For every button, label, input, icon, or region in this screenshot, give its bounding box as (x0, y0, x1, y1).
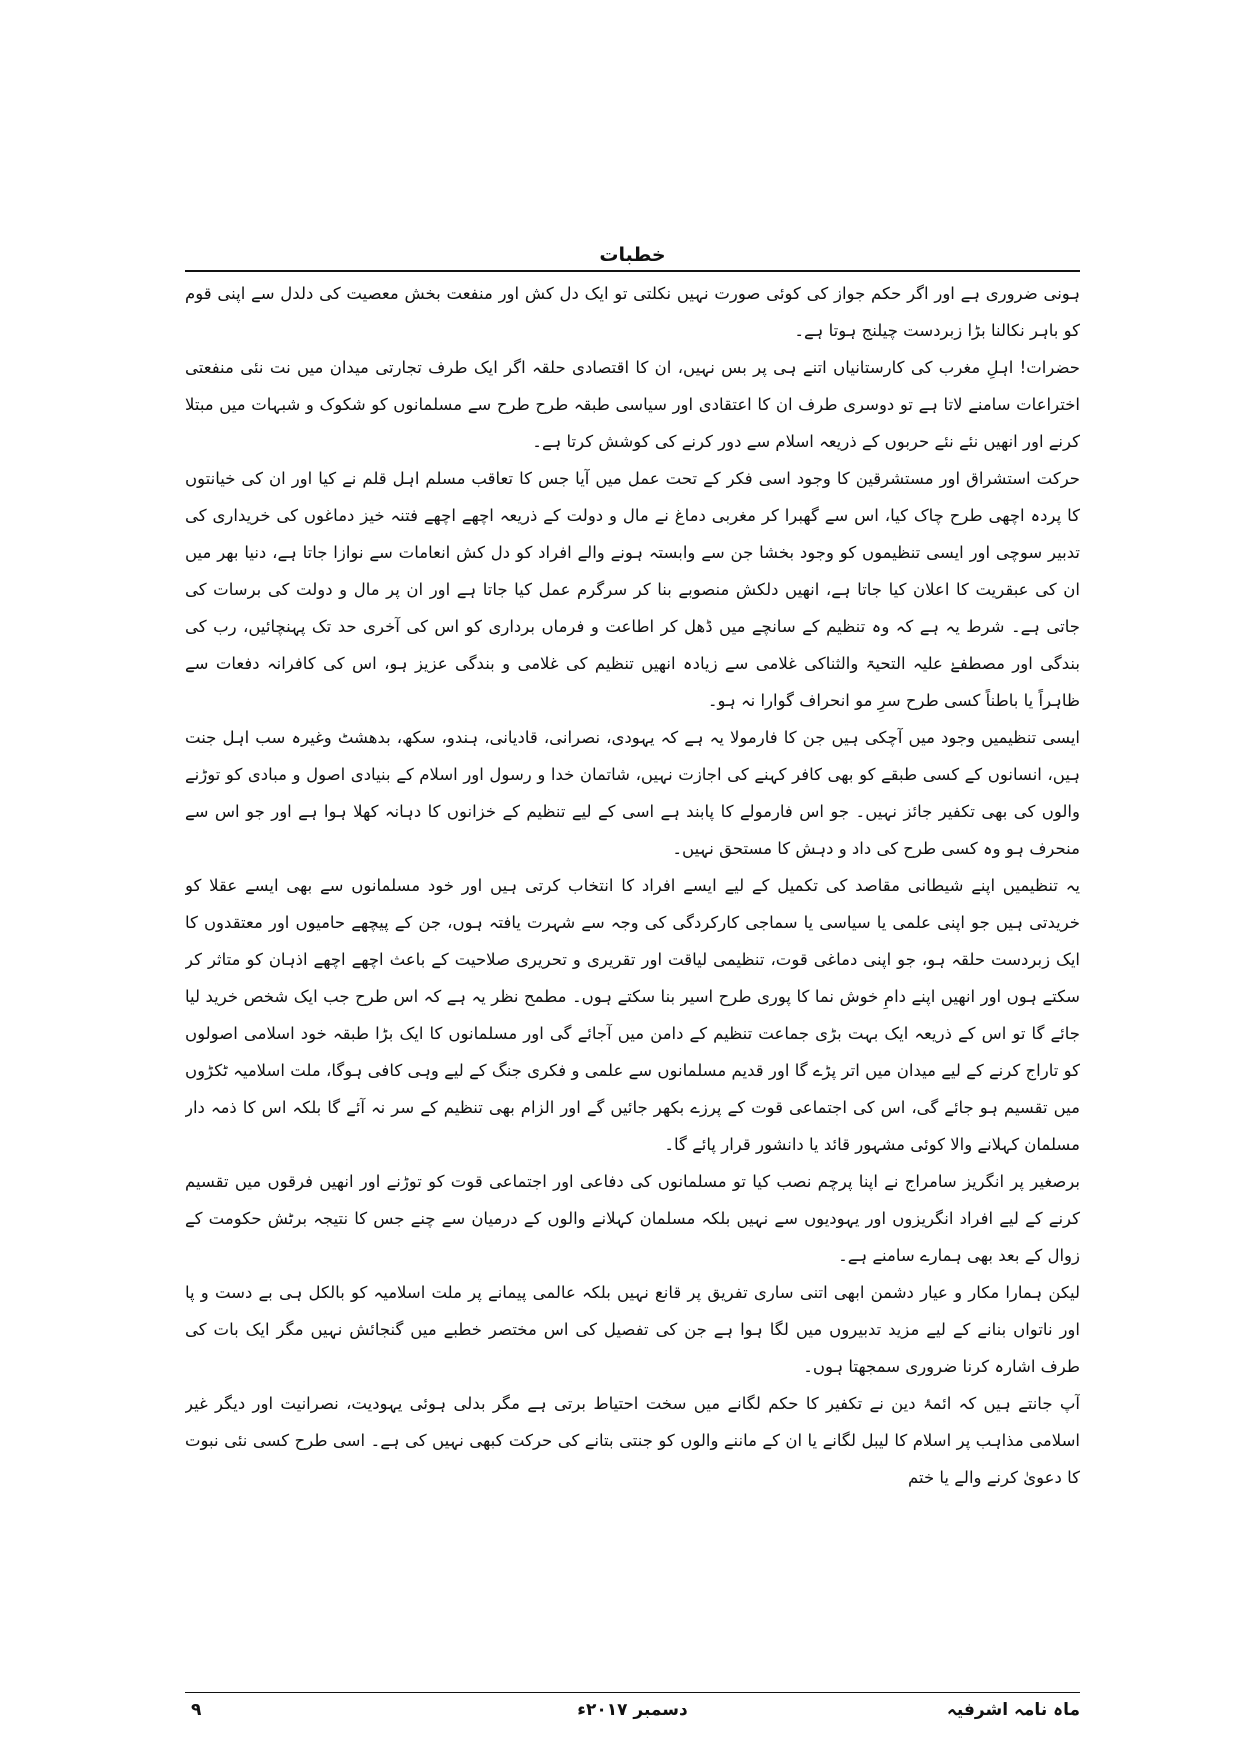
issue-date: دسمبر ۲۰۱۷ء (577, 1700, 688, 1720)
paragraph-1: ہونی ضروری ہے اور اگر حکم جواز کی کوئی صورت نہیں نکلتی تو ایک دل کش اور منفعت بخش معصیت کی دلدل سے اپنی قوم کو باہر نکالنا بڑا زبردست چیلنج ہوتا ہے۔ (185, 284, 1080, 340)
header-divider (185, 270, 1080, 272)
page-number: ۹ (191, 1700, 202, 1720)
running-header (185, 243, 1080, 269)
footer-divider (185, 1692, 1080, 1693)
magazine-name: ماہ نامہ اشرفیہ (946, 1700, 1080, 1720)
paragraph-3: حرکت استشراق اور مستشرقین کا وجود اسی فکر کے تحت عمل میں آیا جس کا تعاقب مسلم اہل قلم نے کیا اور ان کی خیانتوں کا پردہ اچھی طرح چاک کیا، اس سے گھبرا کر مغربی دماغ نے مال و دولت کے ذریعہ اچھے اچھے فتنہ خیز دماغوں کی خریداری کی تدبیر سوچی اور ایسی تنظیموں کو وجود بخشا جن سے وابستہ ہونے والے افراد کو دل کش انعامات سے نوازا جاتا ہے، دنیا بھر میں ان کی عبقریت کا اعلان کیا جاتا ہے، انھیں دلکش منصوبے بنا کر سرگرم عمل کیا جاتا ہے اور ان پر مال و دولت کی برسات کی جاتی ہے۔ شرط یہ ہے کہ وہ تنظیم کے سانچے میں ڈھل کر اطاعت و فرماں برداری کو اس کی آخری حد تک پہنچائیں، رب کی بندگی اور مصطفےٰ علیہ التحیۃ والثناکی غلامی سے زیادہ انھیں تنظیم کی غلامی و بندگی عزیز ہو، اس کی کافرانہ دفعات سے ظاہراً یا باطناً کسی طرح سرِ مو انحراف گوارا نہ ہو۔ (185, 469, 1080, 710)
paragraph-7: لیکن ہمارا مکار و عیار دشمن ابھی اتنی ساری تفریق پر قانع نہیں بلکہ عالمی پیمانے پر ملت اسلامیہ کو بالکل ہی بے دست و پا اور ناتواں بنانے کے لیے مزید تدبیروں میں لگا ہوا ہے جن کی تفصیل کی اس مختصر خطبے میں گنجائش نہیں مگر ایک بات کی طرف اشارہ کرنا ضروری سمجھتا ہوں۔ (185, 1283, 1080, 1376)
paragraph-2: حضرات! اہلِ مغرب کی کارستانیاں اتنے ہی پر بس نہیں، ان کا اقتصادی حلقہ اگر ایک طرف تجارتی میدان میں نت نئی منفعتی اختراعات سامنے لاتا ہے تو دوسری طرف ان کا اعتقادی اور سیاسی طبقہ طرح طرح سے مسلمانوں کو شکوک و شبہات میں مبتلا کرنے اور انھیں نئے نئے حربوں کے ذریعہ اسلام سے دور کرنے کی کوشش کرتا ہے۔ (185, 358, 1080, 451)
paragraph-8: آپ جانتے ہیں کہ ائمۂ دین نے تکفیر کا حکم لگانے میں سخت احتیاط برتی ہے مگر بدلی ہوئی یہودیت، نصرانیت اور دیگر غیر اسلامی مذاہب پر اسلام کا لیبل لگانے یا ان کے ماننے والوں کو جنتی بتانے کی حرکت کبھی نہیں کی ہے۔ اسی طرح کسی نئی نبوت کا دعویٰ کرنے والے یا ختم (185, 1394, 1080, 1487)
article-body (185, 275, 1080, 1688)
header-title: خطبات (599, 244, 666, 266)
paragraph-5: یہ تنظیمیں اپنے شیطانی مقاصد کی تکمیل کے لیے ایسے افراد کا انتخاب کرتی ہیں اور خود مسلمانوں سے بھی ایسے عقلا کو خریدتی ہیں جو اپنی علمی یا سیاسی یا سماجی کارکردگی کی وجہ سے شہرت یافتہ ہوں، جن کے پیچھے حامیوں اور معتقدوں کا ایک زبردست حلقہ ہو، جو اپنی دماغی قوت، تنظیمی لیاقت اور تقریری و تحریری صلاحیت کے باعث اچھے اچھے اذہان کو متاثر کر سکتے ہوں اور انھیں اپنے دامِ خوش نما کا پوری طرح اسیر بنا سکتے ہوں۔ مطمح نظر یہ ہے کہ اس طرح جب ایک شخص خرید لیا جائے گا تو اس کے ذریعہ ایک بہت بڑی جماعت تنظیم کے دامن میں آجائے گی اور مسلمانوں کا ایک بڑا طبقہ خود اسلامی اصولوں کو تاراج کرنے کے لیے میدان میں اتر پڑے گا اور قدیم مسلمانوں سے علمی و فکری جنگ کے لیے وہی کافی ہوگا، ملت اسلامیہ ٹکڑوں میں تقسیم ہو جائے گی، اس کی اجتماعی قوت کے پرزے بکھر جائیں گے اور الزام بھی تنظیم کے سر نہ آئے گا بلکہ اس کا ذمہ دار مسلمان کہلانے والا کوئی مشہور قائد یا دانشور قرار پائے گا۔ (185, 876, 1080, 1154)
paragraph-6: برصغیر پر انگریز سامراج نے اپنا پرچم نصب کیا تو مسلمانوں کی دفاعی اور اجتماعی قوت کو توڑنے اور انھیں فرقوں میں تقسیم کرنے کے لیے افراد انگریزوں اور یہودیوں سے نہیں بلکہ مسلمان کہلانے والوں کے درمیان سے چنے جس کا نتیجہ برٹش حکومت کے زوال کے بعد بھی ہمارے سامنے ہے۔ (185, 1172, 1080, 1265)
running-footer (185, 1696, 1080, 1726)
paragraph-4: ایسی تنظیمیں وجود میں آچکی ہیں جن کا فارمولا یہ ہے کہ یہودی، نصرانی، قادیانی، ہندو، سکھ، بدھشٹ وغیرہ سب اہل جنت ہیں، انسانوں کے کسی طبقے کو بھی کافر کہنے کی اجازت نہیں، شاتمان خدا و رسول اور اسلام کے بنیادی اصول و مبادی کو توڑنے والوں کی بھی تکفیر جائز نہیں۔ جو اس فارمولے کا پابند ہے اسی کے لیے تنظیم کے خزانوں کا دہانہ کھلا ہوا ہے اور جو اس سے منحرف ہو وہ کسی طرح کی داد و دہش کا مستحق نہیں۔ (185, 728, 1080, 858)
